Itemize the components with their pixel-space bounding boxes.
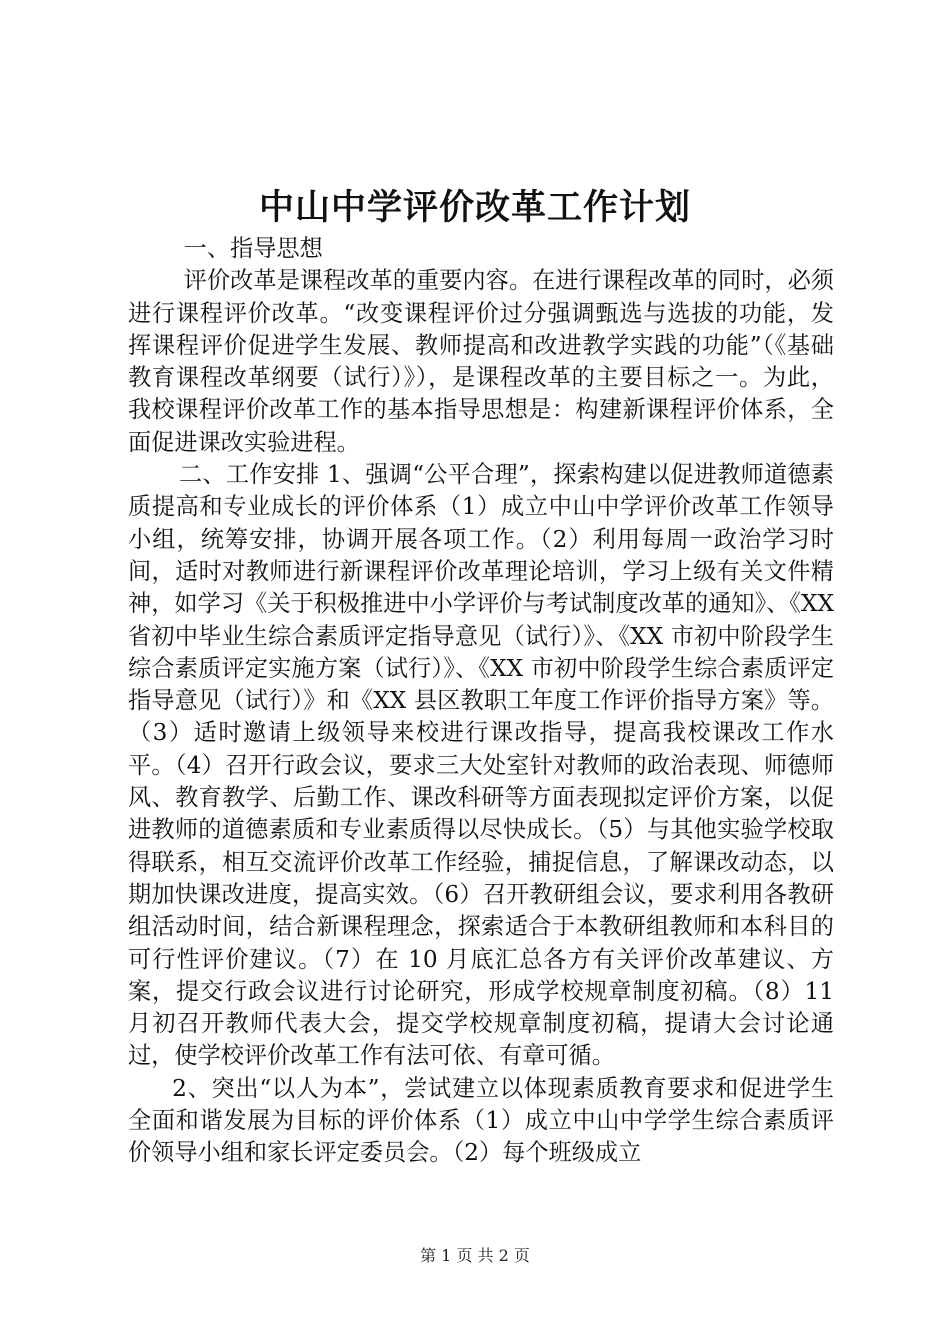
paragraph-people-oriented: 2、突出“以人为本”，尝试建立以体现素质教育要求和促进学生全面和谐发展为目标的评价体系（1）成立中山中学学生综合素质评价领导小组和家长评定委员会。（2）每个班级成立 [128, 1074, 834, 1167]
document-title: 中山中学评价改革工作计划 [258, 187, 691, 228]
page-number-footer: 第 1 页 共 2 页 [420, 1246, 530, 1265]
paragraph-work-arrangement: 二、工作安排 1、强调“公平合理”，探索构建以促进教师道德素质提高和专业成长的评价体系（1）成立中山中学评价改革工作领导小组，统筹安排，协调开展各项工作。（2）利用每周一政治学习时间，适时对教师进行新课程评价改革理论培训，学习上级有关文件精神，如学习《关于积极推进中小学评价与考试制度改革的通知》、《XX 省初中毕业生综合素质评定指导意见（试行）》、《XX 市初中阶段学生综合素质评定实施方案（试行）》、《XX 市初中阶段学生综合素质评定指导意见（试行）》和《XX 县区教职工年度工作评价指导方案》等。（3）适时邀请上级领导来校进行课改指导，提高我校课改工作水平。（4）召开行政会议，要求三大处室针对教师的政治表现、师德师风、教育教学、后勤工作、课改科研等方面表现拟定评价方案，以促进教师的道德素质和专业素质得以尽快成长。（5）与其他实验学校取得联系，相互交流评价改革工作经验，捕捉信息，了解课改动态，以期加快课改进度，提高实效。（6）召开教研组会议，要求利用各教研组活动时间，结合新课程理念，探索适合于本教研组教师和本科目的可行性评价建议。（7）在 10 月底汇总各方有关评价改革建议、方案，提交行政会议进行讨论研究，形成学校规章制度初稿。（8）11 月初召开教师代表大会，提交学校规章制度初稿，提请大会讨论通过，使学校评价改革工作有法可依、有章可循。 [128, 461, 834, 1070]
paragraph-guiding-ideology: 评价改革是课程改革的重要内容。在进行课程改革的同时，必须进行课程评价改革。“改变课程评价过分强调甄选与选拔的功能，发挥课程评价促进学生发展、教师提高和改进教学实践的功能”（《基础教育课程改革纲要（试行）》），是课程改革的主要目标之一。为此，我校课程评价改革工作的基本指导思想是：构建新课程评价体系，全面促进课改实验进程。 [128, 267, 834, 456]
section-heading-guiding-ideology: 一、指导思想 [183, 235, 323, 262]
document-body [128, 233, 834, 1170]
